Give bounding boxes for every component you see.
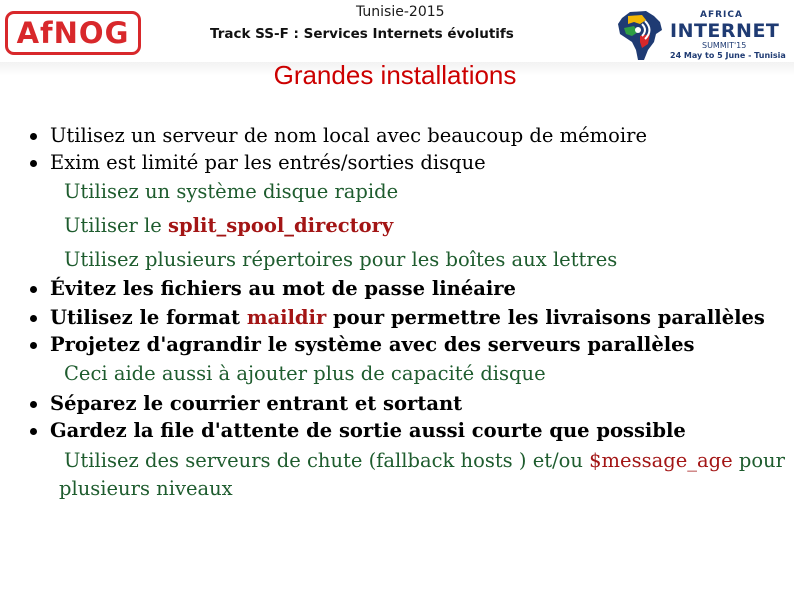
list-item-text-post: pour permettre les livraisons parallèles [326, 306, 765, 329]
afnog-logo [5, 11, 141, 55]
list-item-text-pre: Utilisez le format [50, 306, 247, 329]
sub-item-text: Utilisez des serveurs de chute (fallback hosts ) et/ou [64, 449, 590, 472]
bullet-icon [30, 133, 37, 140]
ais-africa-label: AFRICA [700, 10, 743, 20]
sub-item-text: Utiliser le [64, 214, 169, 237]
sub-item-text-post: pour [732, 449, 785, 472]
sub-item: Ceci aide aussi à ajouter plus de capacité disque [64, 362, 546, 385]
bullet-icon [30, 401, 37, 408]
list-item-text: Gardez la file d'attente de sortie aussi courte que possible [50, 419, 686, 442]
list-item-text: Séparez le courrier entrant et sortant [50, 392, 463, 415]
sub-item: Utilisez un système disque rapide [64, 180, 399, 203]
africa-internet-summit-logo [616, 6, 794, 64]
sub-item [64, 214, 393, 237]
ais-internet-label: INTERNET [670, 20, 780, 42]
bullet-icon [30, 342, 37, 349]
track-name: Track SS-F : Services Internets évolutifs [210, 26, 514, 42]
africa-map-icon [616, 10, 664, 62]
afnog-logo-text: AfNOG [16, 16, 130, 50]
list-item-text: Utilisez un serveur de nom local avec beaucoup de mémoire [50, 124, 647, 147]
list-item-text [50, 306, 765, 329]
bullet-icon [30, 160, 37, 167]
sub-item-highlight: $message_age [589, 449, 733, 472]
list-item-text: Projetez d'agrandir le système avec des serveurs parallèles [50, 333, 695, 356]
event-name: Tunisie-2015 [356, 4, 445, 20]
list-item-text: Évitez les fichiers au mot de passe linéaire [50, 277, 516, 300]
bullet-icon [30, 315, 37, 322]
bullet-icon [30, 286, 37, 293]
bullet-icon [30, 428, 37, 435]
sub-item [64, 449, 785, 472]
ais-dates-label: 24 May to 5 June - Tunisia [670, 51, 786, 60]
list-item-text: Exim est limité par les entrés/sorties disque [50, 151, 486, 174]
slide-title-text: Grandes installations [273, 60, 517, 90]
list-item-highlight: maildir [246, 306, 327, 329]
ais-summit-label: SUMMIT'15 [702, 41, 747, 50]
slide-title [0, 60, 794, 91]
sub-item: Utilisez plusieurs répertoires pour les boîtes aux lettres [64, 248, 618, 271]
sub-item-continuation: plusieurs niveaux [59, 477, 233, 500]
sub-item-highlight: split_spool_directory [168, 214, 394, 237]
